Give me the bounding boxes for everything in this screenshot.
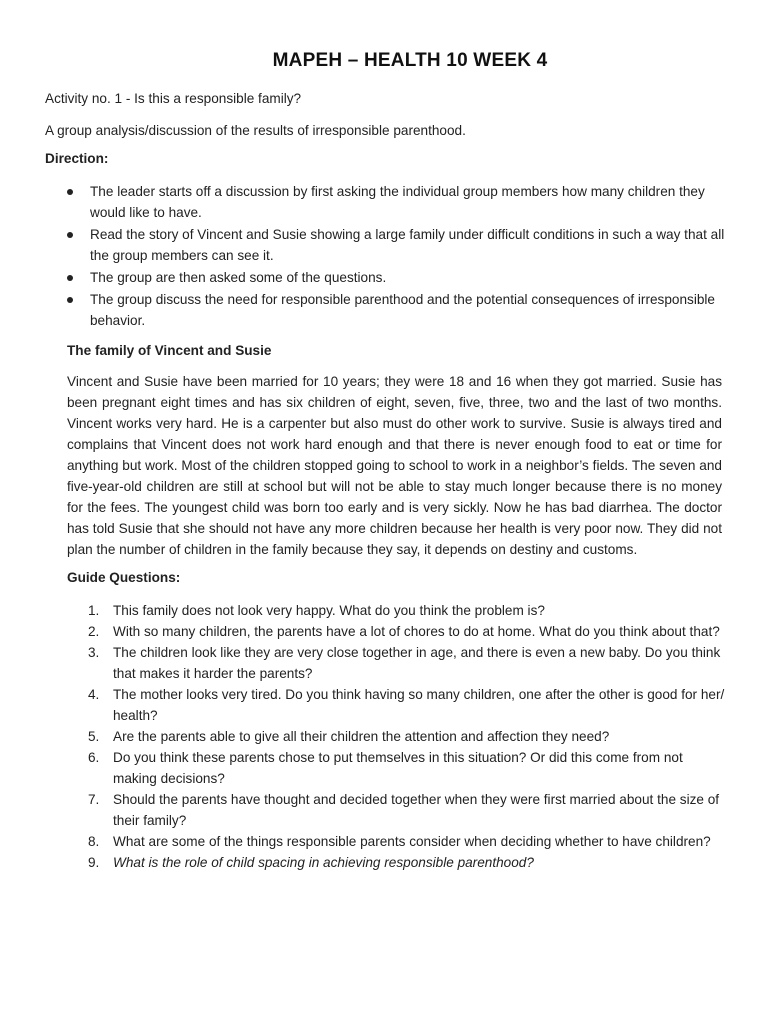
guide-questions-list bbox=[67, 600, 727, 873]
question-item bbox=[67, 621, 727, 642]
bullet-icon bbox=[67, 189, 73, 195]
story-heading: The family of Vincent and Susie bbox=[67, 343, 272, 358]
question-number: 5. bbox=[88, 729, 100, 744]
question-item bbox=[67, 642, 727, 684]
question-number: 4. bbox=[88, 687, 100, 702]
question-text: What are some of the things responsible parents consider when deciding whether to have children? bbox=[113, 834, 711, 849]
direction-item bbox=[45, 289, 725, 331]
direction-item-text: The leader starts off a discussion by first asking the individual group members how many children they would like to have. bbox=[90, 184, 705, 220]
question-item bbox=[67, 831, 727, 852]
question-number: 7. bbox=[88, 792, 100, 807]
question-item bbox=[67, 684, 727, 726]
direction-heading: Direction: bbox=[45, 151, 109, 166]
question-number: 1. bbox=[88, 603, 100, 618]
guide-questions-heading: Guide Questions: bbox=[67, 570, 181, 585]
question-number: 8. bbox=[88, 834, 100, 849]
question-number: 3. bbox=[88, 645, 100, 660]
question-text: What is the role of child spacing in achieving responsible parenthood? bbox=[113, 855, 534, 870]
directions-list bbox=[45, 181, 725, 332]
question-text: Do you think these parents chose to put themselves in this situation? Or did this come from not making decisions? bbox=[113, 750, 683, 786]
question-number: 9. bbox=[88, 855, 100, 870]
question-text: The children look like they are very close together in age, and there is even a new baby. Do you think that makes it harder the parents? bbox=[113, 645, 721, 681]
question-item bbox=[67, 747, 727, 789]
direction-item bbox=[45, 224, 725, 266]
intro-text: A group analysis/discussion of the results of irresponsible parenthood. bbox=[45, 123, 466, 138]
direction-item-text: Read the story of Vincent and Susie showing a large family under difficult conditions in such a way that all the group members can see it. bbox=[90, 227, 725, 263]
question-item bbox=[67, 852, 727, 873]
bullet-icon bbox=[67, 297, 73, 303]
bullet-icon bbox=[67, 275, 73, 281]
story-paragraph: Vincent and Susie have been married for 10 years; they were 18 and 16 when they got married. Susie has been pregnant eight times and has six children of eight, seven, five, three, two and the last of two months. Vincent works very hard. He is a carpenter but also must do other work to survive. Susie is always tired and complains that Vincent does not work hard enough and that there is never enough food to eat or time for anything but work. Most of the children stopped going to school to work in a neighbor’s fields. The seven and five-year-old children are still at school but will not be able to stay much longer because there is no money for the fees. The youngest child was born too early and is very sickly. Now he has bad diarrhea. The doctor has told Susie that she should not have any more children because her health is very poor now. They did not plan the number of children in the family because they say, it depends on destiny and customs. bbox=[67, 374, 722, 557]
question-item bbox=[67, 600, 727, 621]
question-item bbox=[67, 726, 727, 747]
question-text: With so many children, the parents have a lot of chores to do at home. What do you think about that? bbox=[113, 624, 720, 639]
direction-item-text: The group are then asked some of the questions. bbox=[90, 270, 387, 285]
question-text: The mother looks very tired. Do you think having so many children, one after the other is good for her/ health? bbox=[113, 687, 725, 723]
page-title: MAPEH – HEALTH 10 WEEK 4 bbox=[272, 50, 548, 71]
question-number: 2. bbox=[88, 624, 100, 639]
question-text: Should the parents have thought and decided together when they were first married about the size of their family? bbox=[113, 792, 720, 828]
direction-item bbox=[45, 181, 725, 223]
question-item bbox=[67, 789, 727, 831]
question-number: 6. bbox=[88, 750, 100, 765]
direction-item-text: The group discuss the need for responsible parenthood and the potential consequences of irresponsible behavior. bbox=[90, 292, 715, 328]
question-text: Are the parents able to give all their children the attention and affection they need? bbox=[113, 729, 610, 744]
bullet-icon bbox=[67, 232, 73, 238]
direction-item bbox=[45, 267, 725, 288]
activity-title: Activity no. 1 - Is this a responsible family? bbox=[45, 91, 302, 106]
question-text: This family does not look very happy. What do you think the problem is? bbox=[113, 603, 545, 618]
